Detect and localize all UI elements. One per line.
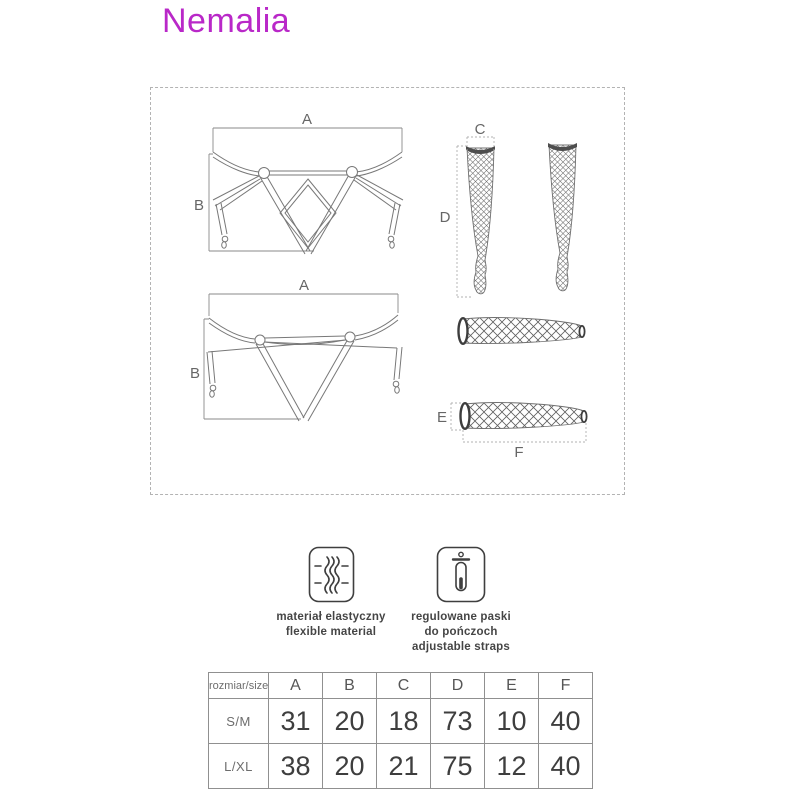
back-width-label: A (298, 277, 310, 294)
diagram-panel (150, 87, 625, 495)
garter-belt-back-drawing (207, 315, 402, 421)
page-title: Nemalia (162, 2, 291, 40)
garter-belt-front-drawing (213, 152, 403, 254)
stocking-top-drawing (459, 318, 587, 429)
column-header-b: B (323, 673, 377, 699)
adjustable-straps-icon (436, 546, 486, 604)
feature-caption-line: regulowane paski (411, 611, 511, 623)
size-row-sm (209, 699, 593, 744)
size-value: 40 (539, 744, 593, 789)
size-value: 73 (431, 699, 485, 744)
stocking-top-height-label: E (436, 409, 448, 426)
feature-caption-line: adjustable straps (412, 641, 510, 653)
size-value: 18 (377, 699, 431, 744)
front-width-label: A (301, 111, 313, 128)
stocking-top-width-label: C (474, 121, 486, 138)
size-table (208, 672, 593, 789)
size-name: L/XL (209, 744, 269, 789)
size-value: 38 (269, 744, 323, 789)
size-name: S/M (209, 699, 269, 744)
elastic-material-icon (308, 546, 355, 604)
size-value: 21 (377, 744, 431, 789)
size-value: 40 (539, 699, 593, 744)
size-value: 20 (323, 744, 377, 789)
back-dimension-lines (204, 294, 398, 419)
size-value: 75 (431, 744, 485, 789)
feature-adjustable-straps (396, 546, 526, 655)
front-height-label: B (193, 197, 205, 214)
size-value: 12 (485, 744, 539, 789)
size-table-header-label: rozmiar/size (209, 673, 269, 699)
technical-diagram (151, 88, 626, 496)
stockings-drawing (466, 143, 577, 294)
feature-caption-line: materiał elastyczny (276, 611, 386, 623)
column-header-f: F (539, 673, 593, 699)
column-header-a: A (269, 673, 323, 699)
front-dimension-lines (209, 128, 402, 251)
size-value: 10 (485, 699, 539, 744)
feature-caption-line: do pończoch (424, 626, 498, 638)
column-header-c: C (377, 673, 431, 699)
column-header-e: E (485, 673, 539, 699)
feature-caption-line: flexible material (285, 626, 377, 638)
size-row-lxl (209, 744, 593, 789)
size-table-header-row (209, 673, 593, 699)
stocking-length-label: D (439, 209, 451, 226)
column-header-d: D (431, 673, 485, 699)
back-height-label: B (189, 365, 201, 382)
stocking-top-length-label: F (514, 444, 524, 461)
size-value: 20 (323, 699, 377, 744)
feature-elastic-material (266, 546, 396, 640)
size-value: 31 (269, 699, 323, 744)
